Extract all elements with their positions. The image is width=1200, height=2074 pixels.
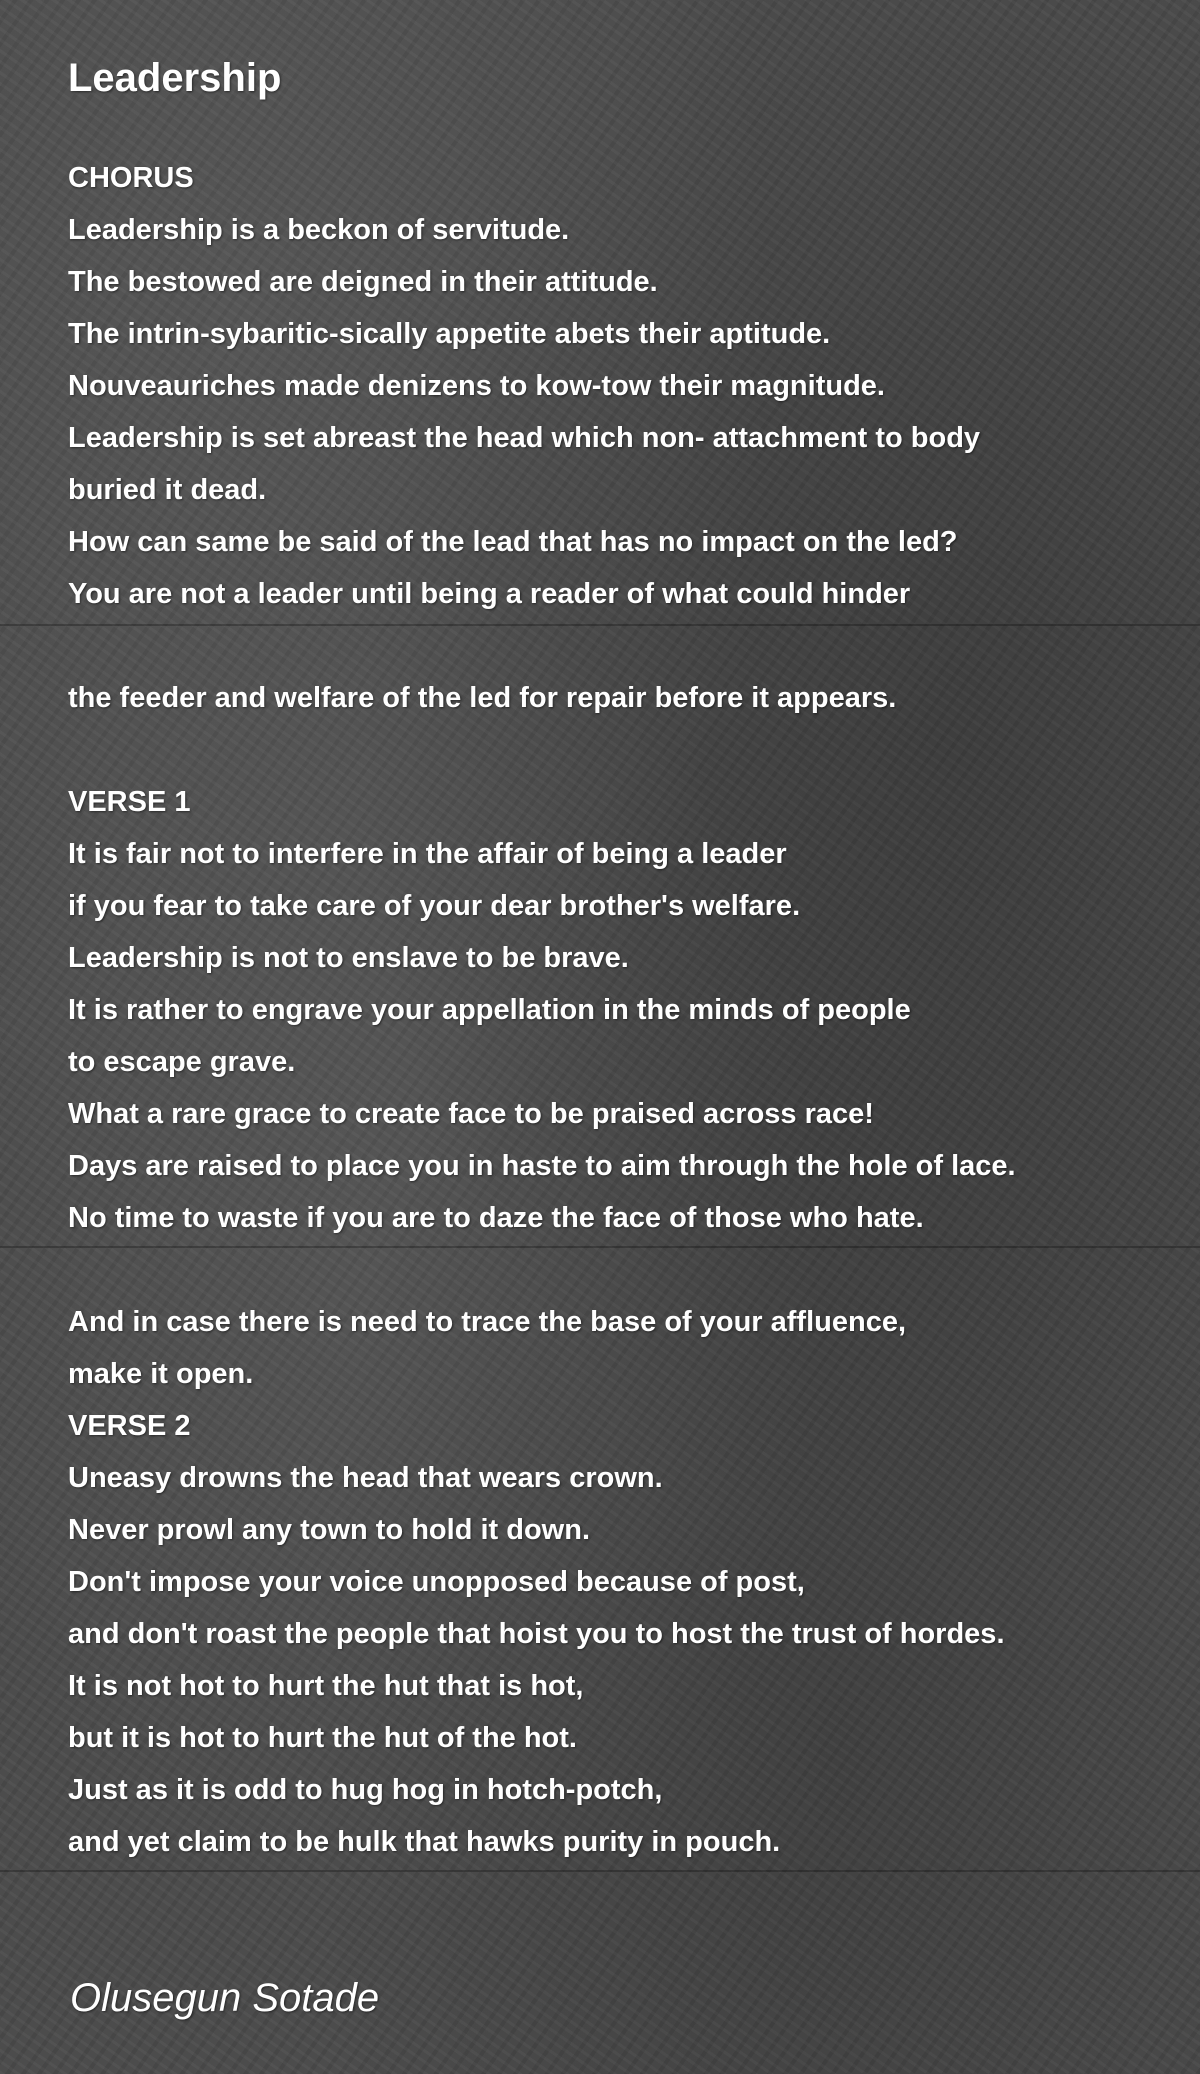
stanza-gap <box>68 724 1168 776</box>
poem-line: buried it dead. <box>68 474 267 506</box>
poem-line: Don't impose your voice unopposed because of post, <box>68 1566 805 1598</box>
poem-line: Leadership is a beckon of servitude. <box>68 214 570 246</box>
poem-line: You are not a leader until being a reader of what could hinder <box>68 578 911 610</box>
poem-line: Just as it is odd to hug hog in hotch-potch, <box>68 1774 663 1806</box>
poem-line: to escape grave. <box>68 1046 296 1078</box>
poem-lines <box>68 152 1168 1868</box>
poem-line: The intrin-sybaritic-sically appetite abets their aptitude. <box>68 318 831 350</box>
poem-line: What a rare grace to create face to be praised across race! <box>68 1098 874 1130</box>
poem-line: It is rather to engrave your appellation in the minds of people <box>68 994 911 1026</box>
poem-line: and yet claim to be hulk that hawks purity in pouch. <box>68 1826 781 1858</box>
poem-line: Nouveauriches made denizens to kow-tow their magnitude. <box>68 370 885 402</box>
poem-line: CHORUS <box>68 162 194 194</box>
poem-line: and don't roast the people that hoist you to host the trust of hordes. <box>68 1618 1005 1650</box>
poem-line: It is fair not to interfere in the affair of being a leader <box>68 838 787 870</box>
poem-line: And in case there is need to trace the base of your affluence, <box>68 1306 907 1338</box>
poem-line: but it is hot to hurt the hut of the hot. <box>68 1722 577 1754</box>
poem-line: make it open. <box>68 1358 254 1390</box>
poem-line: Days are raised to place you in haste to aim through the hole of lace. <box>68 1150 1016 1182</box>
poem-line: VERSE 2 <box>68 1410 191 1442</box>
poem-line: Uneasy drowns the head that wears crown. <box>68 1462 663 1494</box>
poem-line: if you fear to take care of your dear brother's welfare. <box>68 890 801 922</box>
poem-line: the feeder and welfare of the led for repair before it appears. <box>68 682 897 714</box>
poem-line: Leadership is not to enslave to be brave. <box>68 942 629 974</box>
texture-seam <box>0 1870 1200 1872</box>
poem-line: How can same be said of the lead that has no impact on the led? <box>68 526 958 558</box>
poem-line: Never prowl any town to hold it down. <box>68 1514 590 1546</box>
stanza-gap <box>68 1244 1168 1296</box>
poem-line: It is not hot to hurt the hut that is hot, <box>68 1670 584 1702</box>
poem-author: Olusegun Sotade <box>70 1976 380 2020</box>
poem-title: Leadership <box>68 56 282 100</box>
poem-line: Leadership is set abreast the head which non- attachment to body <box>68 422 981 454</box>
stanza-gap <box>68 620 1168 672</box>
poem-line: VERSE 1 <box>68 786 191 818</box>
poem-body <box>68 48 1168 1868</box>
poem-line: The bestowed are deigned in their attitude. <box>68 266 658 298</box>
poem-line: No time to waste if you are to daze the face of those who hate. <box>68 1202 924 1234</box>
